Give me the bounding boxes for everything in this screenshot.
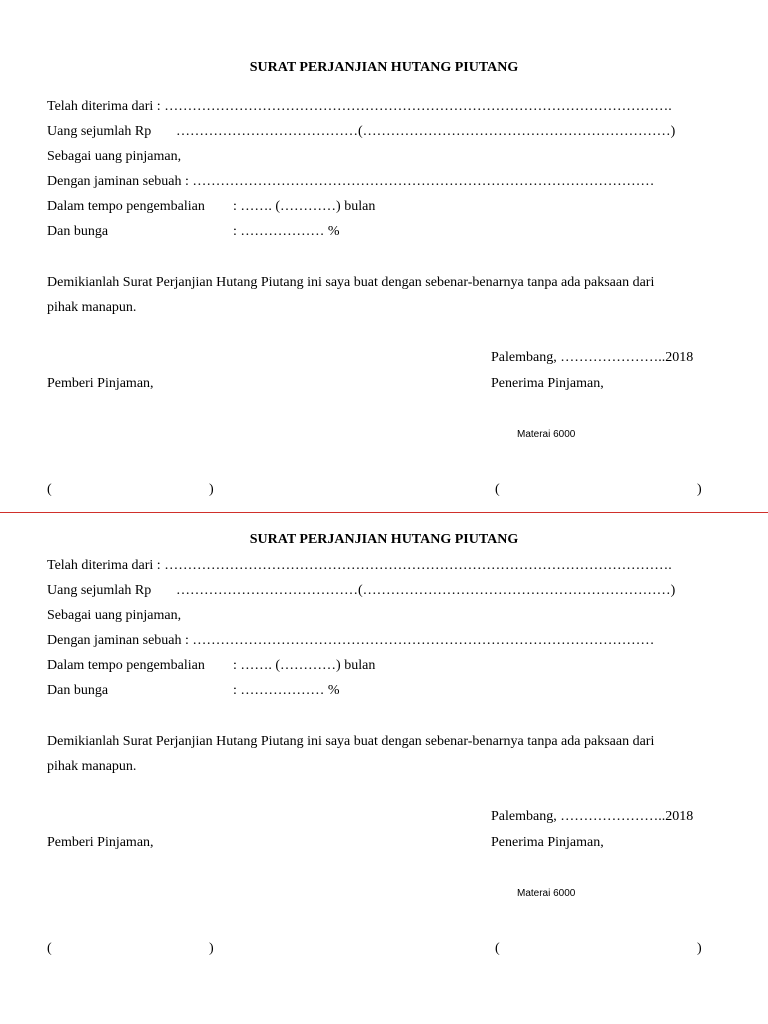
collateral-line: Dengan jaminan sebuah : ……………………………………………………………………………………… — [47, 633, 655, 648]
lender-signature-close: ) — [209, 482, 214, 497]
loan-purpose-line: Sebagai uang pinjaman, — [47, 608, 182, 623]
borrower-label: Penerima Pinjaman, — [491, 835, 604, 850]
lender-signature-open: ( — [47, 941, 52, 956]
statement-line-2: pihak manapun. — [47, 759, 137, 774]
borrower-label: Penerima Pinjaman, — [491, 376, 604, 391]
amount-blank: …………………………………(…………………………………………………………) — [176, 124, 676, 139]
amount-label: Uang sejumlah Rp — [47, 583, 152, 598]
agreement-form-1 — [0, 0, 768, 500]
lender-signature-open: ( — [47, 482, 52, 497]
interest-blank: : ……………… % — [233, 683, 340, 698]
repayment-term-blank: : ……. (…………) bulan — [233, 658, 376, 673]
received-from-line: Telah diterima dari : ………………………………………………………………………………………………. — [47, 99, 672, 114]
lender-label: Pemberi Pinjaman, — [47, 835, 154, 850]
received-from-line: Telah diterima dari : ………………………………………………………………………………………………. — [47, 558, 672, 573]
borrower-signature-close: ) — [697, 941, 702, 956]
borrower-signature-close: ) — [697, 482, 702, 497]
statement-line-1: Demikianlah Surat Perjanjian Hutang Piutang ini saya buat dengan sebenar-benarnya tanpa ada paksaan dari — [47, 734, 655, 749]
interest-blank: : ……………… % — [233, 224, 340, 239]
form-title: SURAT PERJANJIAN HUTANG PIUTANG — [249, 532, 519, 547]
lender-label: Pemberi Pinjaman, — [47, 376, 154, 391]
collateral-line: Dengan jaminan sebuah : ……………………………………………………………………………………… — [47, 174, 655, 189]
interest-label: Dan bunga — [47, 683, 109, 698]
repayment-term-label: Dalam tempo pengembalian — [47, 199, 205, 214]
repayment-term-blank: : ……. (…………) bulan — [233, 199, 376, 214]
repayment-term-label: Dalam tempo pengembalian — [47, 658, 205, 673]
stamp-duty-label: Materai 6000 — [517, 429, 576, 440]
interest-label: Dan bunga — [47, 224, 109, 239]
place-date: Palembang, …………………..2018 — [491, 809, 694, 824]
lender-signature-close: ) — [209, 941, 214, 956]
stamp-duty-label: Materai 6000 — [517, 888, 576, 899]
borrower-signature-open: ( — [495, 482, 500, 497]
statement-line-1: Demikianlah Surat Perjanjian Hutang Piutang ini saya buat dengan sebenar-benarnya tanpa ada paksaan dari — [47, 275, 655, 290]
borrower-signature-open: ( — [495, 941, 500, 956]
amount-blank: …………………………………(…………………………………………………………) — [176, 583, 676, 598]
statement-line-2: pihak manapun. — [47, 300, 137, 315]
amount-label: Uang sejumlah Rp — [47, 124, 152, 139]
agreement-form-2 — [0, 459, 768, 959]
place-date: Palembang, …………………..2018 — [491, 350, 694, 365]
form-title: SURAT PERJANJIAN HUTANG PIUTANG — [249, 60, 519, 75]
loan-purpose-line: Sebagai uang pinjaman, — [47, 149, 182, 164]
